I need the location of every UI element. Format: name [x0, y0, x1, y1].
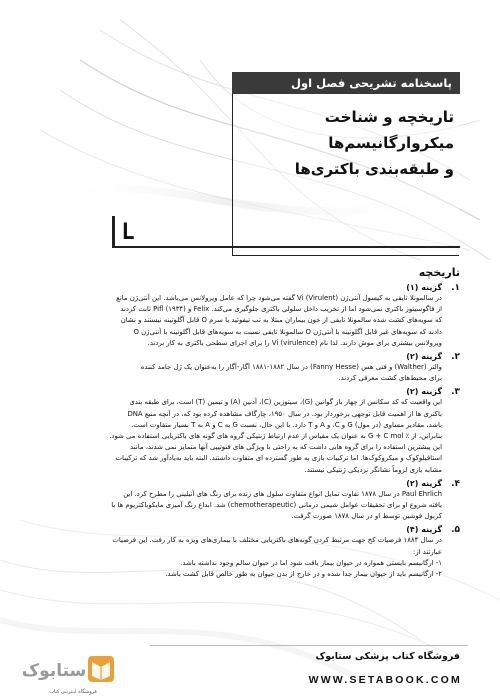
explanation-line: باشد، مقادیر مساوی (در مول) G و C، و A و T دارد. با این حال، نسبت G به C و A به T بسیار متفاوت است.: [131, 420, 442, 429]
explanation-line: عبارتند از:: [413, 547, 442, 556]
question-header: [26, 525, 460, 535]
answers-content: [26, 266, 460, 580]
explanation-line: والتر (Walther) و فنی هس (Fanny Hesse) در سال ۱۸۸۲-۱۸۸۱ آگار-آگار را به‌عنوان یک ژل جامد کننده: [140, 363, 442, 372]
explanation-line: Paul Ehrlich در سال ۱۸۷۸ تفاوت تمایل انواع متفاوت سلول های زنده برای رنگ های آنیلینی را مطرح کرد. این: [123, 489, 442, 498]
explanation-line: استافیلوکوک و میکروکوک‌ها. اما ترکیبات بازی به طور گسترده ای متفاوت داشتند. البته باید به‌یادآور شد که ترکیبات: [115, 454, 442, 463]
explanation-line: این واقعیت که کد سکانس از چهار باز گوانین (G)، سیتوزین (C)، آدنین (A) و تیمین (T) است، برای طبقه بندی: [129, 398, 442, 407]
question-header: [26, 387, 460, 397]
answer-option-label: گزینه (۲): [406, 352, 442, 362]
chapter-title-line1: تاریخچه و شناخت میکروارگانیسم‌ها: [324, 108, 454, 152]
explanation-line: باکتری ها از اهمیت قابل توجهی برخوردار بود. در سال ۱۹۵۰، چارگاف مشاهده کرده بود که، در آنچه منبع DNA: [127, 409, 442, 418]
explanation-line: ویرولانس بیشتری برای موش دارند. لذا نام (virulence) Vi را برای اجزای سطحی باکتری به کار بردند.: [147, 338, 442, 347]
question-item: [26, 352, 460, 384]
question-header: [26, 283, 460, 293]
footer-url[interactable]: WWW.SETABOOK.COM: [308, 674, 462, 686]
logo-text: ستابوک: [21, 661, 87, 681]
chapter-letter: L: [121, 220, 135, 245]
answer-explanation: [26, 489, 460, 523]
chapter-divider: [115, 246, 460, 248]
question-item: [26, 283, 460, 349]
explanation-line: ۲- ارگانیسم باید از حیوان بیمار جدا شده و در خارج از بدن حیوان به طور خالص قابل کشت باشد.: [165, 570, 442, 579]
question-number: ۳.: [451, 387, 460, 398]
explanation-line: کربول فوشین توسط او در سال ۱۸۷۸ صورت گرفت.: [291, 512, 442, 521]
explanation-line: یافته شروع او برای تحقیقات عوامل شیمی درمانی (chemotherapeutic) شد. ابداع رنگ آمیزی مایکوباکتریوم ها با: [111, 501, 442, 510]
chapter-title-line2: و طبقه‌بندی باکتری‌ها: [294, 160, 454, 178]
question-item: [26, 479, 460, 523]
question-item: [26, 387, 460, 475]
explanation-line: که سویه‌های کشت شده سالمونلا تایفی از خون بیماران مبتلا به تب تیفوئید با سرم O قابل آگلوتینه نیستند و نشان: [120, 316, 442, 325]
question-number: ۱.: [451, 283, 460, 293]
question-number: ۴.: [451, 478, 460, 489]
answer-option-label: گزینه (۱): [406, 283, 442, 292]
chapter-title: [232, 104, 454, 182]
answer-explanation: [26, 535, 460, 580]
answer-option-label: گزینه (۲): [406, 478, 442, 488]
explanation-line: دادند که سویه‌های غیر قابل آگلوتینه با آنتی‌ژن O سالمونلا تایفی نسبت به سویه‌های قابل آگلوتینه با آنتی‌ژن O: [133, 327, 442, 336]
chapter-letter-marker: [112, 216, 115, 248]
question-number: ۵.: [451, 525, 460, 536]
answer-option-label: گزینه (۲): [406, 387, 442, 397]
explanation-line: ۱- ارگانیسم بایستی همواره در حیوان بیمار یافت شود اما در حیوان سالم وجود نداشته باشد.: [180, 558, 442, 567]
explanation-line: در سال ۱۸۸۴ فرضیات کخ جهت مرتبط کردن گونه‌های باکتریایی مختلف با بیماری‌های ویژه به کار رفت. این فرضیات: [112, 536, 442, 545]
answer-explanation: [26, 362, 460, 384]
question-number: ۲.: [451, 352, 460, 363]
explanation-line: برای محیط‌های کشت معرفی کردند.: [338, 374, 442, 383]
question-item: [26, 525, 460, 580]
explanation-line: مشابه بازی لزوماً نشانگر نزدیکی ژنتیکی نیستند.: [304, 465, 442, 474]
explanation-line: بنابراین، از ٪ G + C mol به عنوان یک مقیاس از عدم ارتباط ژنتیکی گروه های گونه های باکتریایی استفاده می شود.: [109, 432, 442, 441]
answer-explanation: [26, 293, 460, 349]
footer-divider: [150, 645, 468, 646]
answer-option-label: گزینه (۴): [406, 525, 442, 535]
explanation-line: از فاگوسیتوز باکتری نمی‌شود اما از تخریب داخل سلولی باکتری جلوگیری می‌کند. Felix و Pifl (۱۹۳۴) ثابت کردند: [120, 305, 442, 314]
footer-shop-name: فروشگاه کتاب پزشکی ستابوک: [315, 651, 460, 662]
answer-explanation: [26, 397, 460, 475]
section-heading: تاریخچه: [418, 266, 460, 279]
question-list: [26, 283, 460, 580]
explanation-line: این پیشترین استفاده را برای گروه هایی داشت که به راحتی با ویژگی های فنوتیپی آنها متمایز نمی شدند، مانند: [130, 443, 442, 452]
explanation-line: در سالمونلا تایفی به کپسول آنتی‌ژن (Virulent) Vi گفته می‌شود چرا که عامل ویرولانس می‌باشد. این آنتی‌ژن مانع: [116, 294, 442, 302]
chapter-bar-label: پاسخنامه تشریحی فصل اول: [232, 72, 460, 94]
question-header: [26, 352, 460, 362]
question-header: [26, 479, 460, 489]
logo-subtext: فروشگاه اینترنتی کتاب: [49, 689, 97, 695]
